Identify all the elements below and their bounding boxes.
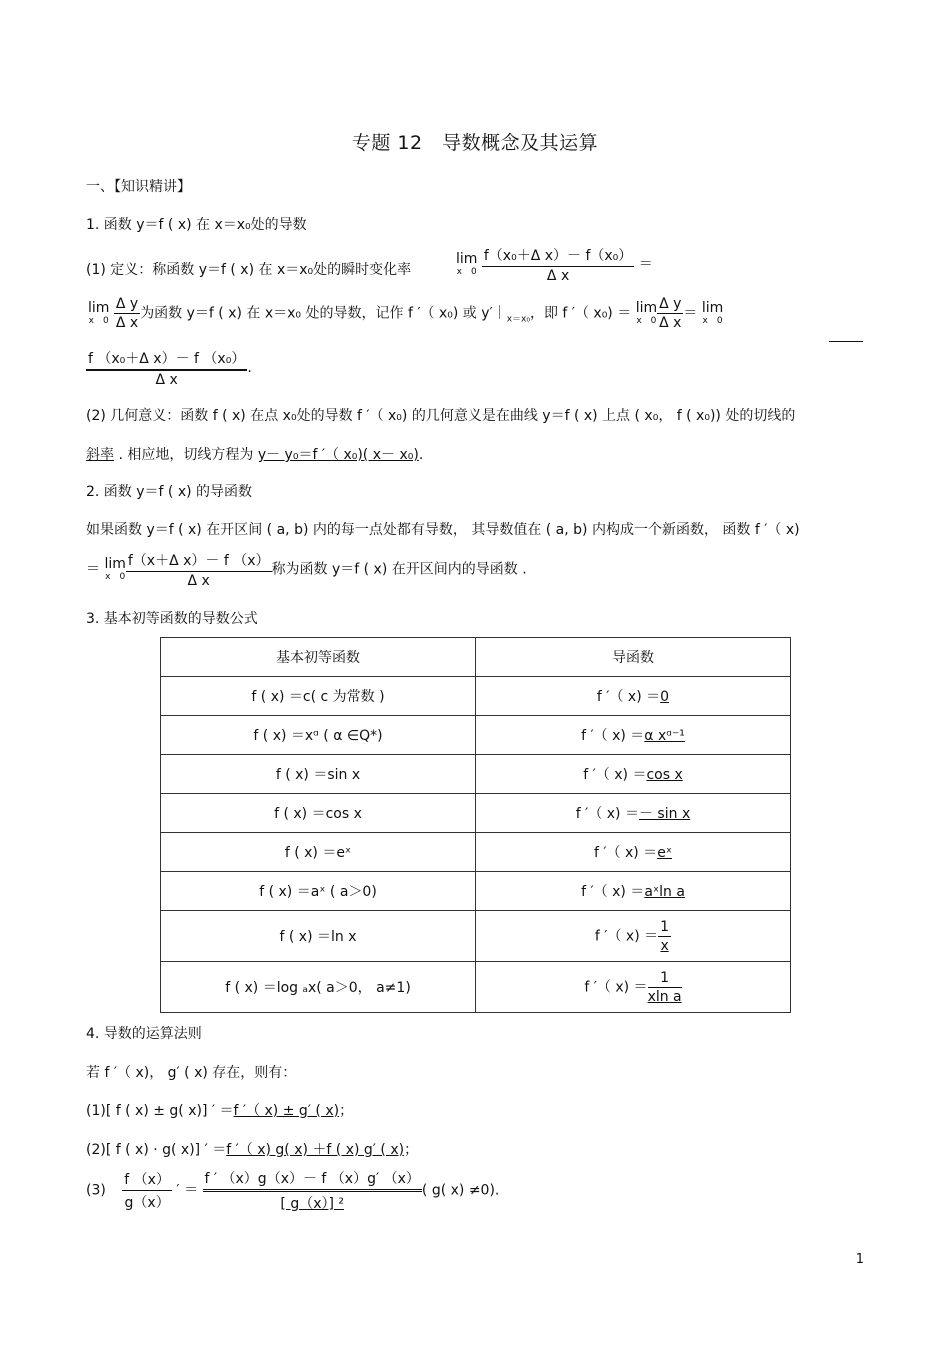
derivative-function-line-2: ＝ lim x 0 $\frac{\text{f（x＋Δ x）－ f （x）}}{\text{Δ x}}$ 称为函数 y＝f ( x) 在开区间内的导函数 .: [86, 550, 527, 589]
answer-slope: 斜率: [86, 447, 114, 463]
heading-2: 2. 函数 y＝f ( x) 的导函数: [86, 484, 253, 500]
page-title: 专题 12 导数概念及其运算: [351, 132, 599, 154]
dy-dx-fraction: $\frac{\text{Δ y}}{\text{Δ x}}$: [115, 296, 139, 331]
lim-operator: lim x 0: [88, 300, 110, 326]
table-header: 基本初等函数: [161, 638, 476, 677]
definition-line-2: lim x 0 $\frac{\text{Δ y}}{\text{Δ x}}$ 为函数 y＝f ( x) 在 x＝x₀ 处的导数，记作 f ′（ x₀) 或 $y'|_{x=x_0}$，即 f ′（ x₀) ＝ lim x 0 $\frac{\text{Δ y}}{\text{Δ x}}$ ＝ lim x 0: [88, 296, 724, 331]
table-row: f ( x) ＝xᵅ ( α ∈Q*) f ′（ x) ＝α xᵅ⁻¹: [161, 716, 791, 755]
geometric-meaning-line-2: 斜率 . 相应地，切线方程为 y－ y₀＝f ′（ x₀)( x－ x₀).: [86, 447, 424, 463]
answer-fraction: $\frac{f ' (x)g(x)- f (x)g' (x)}{\text{[ g（x）] ²}}$: [203, 1168, 422, 1213]
table-row: f ( x) ＝ln x f ′（ x) ＝ $\frac{1}{x}$: [161, 911, 791, 962]
table-header: 导函数: [476, 638, 791, 677]
answer-tangent-equation: y－ y₀＝f ′（ x₀)( x－ x₀): [257, 447, 419, 463]
heading-3: 3. 基本初等函数的导数公式: [86, 611, 258, 627]
table-header-row: [161, 638, 791, 677]
answer-blank: 0: [660, 689, 670, 705]
answer-blank: α xᵅ⁻¹: [644, 728, 685, 744]
difference-quotient: $\frac{\text{f（x₀＋Δ x）－ f（x₀）}}{\text{Δ x}}$: [482, 245, 634, 284]
lim-operator: lim x 0: [701, 300, 724, 326]
lim-operator: lim x 0: [456, 251, 478, 277]
fraction-bar-blank: [829, 341, 863, 342]
rules-intro: 若 f ′（ x)， g′ ( x) 存在，则有：: [86, 1065, 297, 1081]
answer-blank: cos x: [646, 767, 683, 783]
table-row: f ( x) ＝log ₐx( a＞0， a≠1) f ′（ x) ＝ $\frac{1}{\text{xln a}}$: [161, 962, 791, 1013]
rule-product: (2)[ f ( x) · g( x)] ′ ＝f ′（ x) g( x) ＋f ( x) g′ ( x)；: [86, 1142, 419, 1158]
section-heading: 一、【知识精讲】: [86, 179, 191, 195]
page-number: 1: [855, 1252, 864, 1267]
lim-operator: lim x 0: [635, 300, 658, 326]
definition-intro: (1) 定义：称函数 y＝f ( x) 在 x＝x₀处的瞬时变化率: [86, 262, 412, 278]
table-row: f ( x) ＝sin x f ′（ x) ＝cos x: [161, 755, 791, 794]
answer-blank: f ′（ x) ± g′ ( x): [233, 1103, 340, 1119]
geometric-meaning-line-1: (2) 几何意义：函数 f ( x) 在点 x₀处的导数 f ′（ x₀) 的几何意义是在曲线 y＝f ( x) 上点 ( x₀， f ( x₀)) 处的切线的: [86, 408, 796, 424]
table-row: f ( x) ＝aˣ ( a＞0) f ′（ x) ＝aˣln a: [161, 872, 791, 911]
quotient-fraction: $\frac{f (x)}{g(x)}$: [122, 1169, 172, 1212]
derivative-table: [160, 637, 791, 1013]
definition-limit-expression: lim x 0 $\frac{\text{f（x₀＋Δ x）－ f（x₀）}}{\text{Δ x}}$ ＝: [456, 245, 653, 284]
answer-blank: － sin x: [638, 806, 691, 822]
dy-dx-fraction: $\frac{\text{Δ y}}{\text{Δ x}}$: [659, 296, 682, 331]
derivative-function-line-1: 如果函数 y＝f ( x) 在开区间 ( a, b) 内的每一点处都有导数， 其导数值在 ( a, b) 内构成一个新函数， 函数 f ′（ x): [86, 522, 800, 538]
rule-quotient: (3) $\frac{f (x)}{g(x)}$ ′ ＝ $\frac{f ' (x)g(x)- f (x)g' (x)}{\text{[ g（x）] ²}}$ ( g( x) ≠0).: [86, 1168, 499, 1213]
answer-blank: aˣln a: [644, 884, 685, 900]
answer-fraction: $\frac{1}{x}$: [660, 918, 670, 954]
answer-fraction: $\frac{1}{\text{xln a}}$: [647, 969, 682, 1005]
difference-quotient: $\frac{\text{f （x₀＋Δ x）－ f （x₀）}}{\text{Δ x}}$: [86, 348, 247, 388]
definition-continuation: $\frac{\text{f （x₀＋Δ x）－ f （x₀）}}{\text{Δ x}}$ .: [86, 348, 252, 388]
heading-1: 1. 函数 y＝f ( x) 在 x＝x₀处的导数: [86, 217, 307, 233]
answer-blank: f ′（ x) g( x) ＋f ( x) g′ ( x): [226, 1142, 405, 1158]
heading-4: 4. 导数的运算法则: [86, 1026, 202, 1042]
table-row: f ( x) ＝eˣ f ′（ x) ＝eˣ: [161, 833, 791, 872]
table-row: f ( x) ＝cos x f ′（ x) ＝－ sin x: [161, 794, 791, 833]
rule-sum: (1)[ f ( x) ± g( x)] ′ ＝f ′（ x) ± g′ ( x)；: [86, 1103, 354, 1119]
answer-blank: eˣ: [657, 845, 673, 861]
lim-operator: lim x 0: [104, 556, 126, 582]
difference-quotient: $\frac{\text{f（x＋Δ x）－ f （x）}}{\text{Δ x}}$: [126, 550, 272, 589]
table-row: f ( x) ＝c( c 为常数 ) f ′（ x) ＝0: [161, 677, 791, 716]
